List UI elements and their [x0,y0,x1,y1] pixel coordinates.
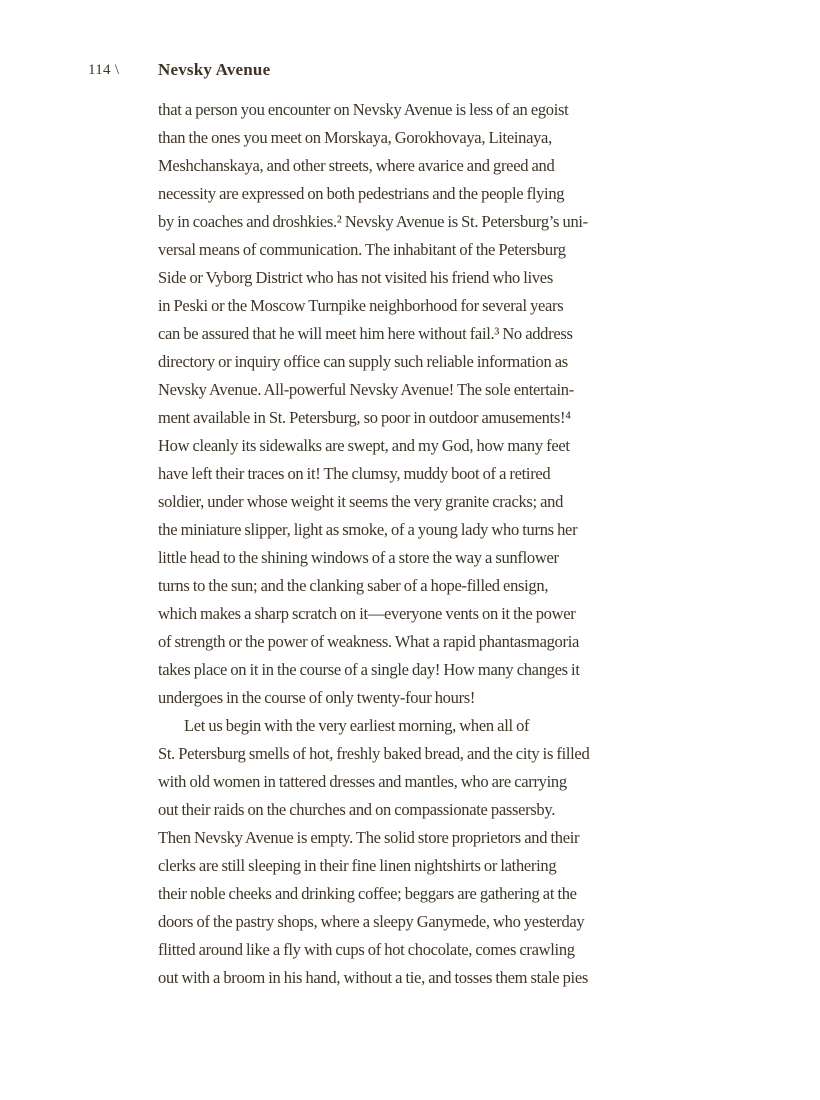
page-number-separator: \ [110,62,120,78]
text-line: can be assured that he will meet him here without fail.³ No address [158,324,573,343]
text-line: little head to the shining windows of a store the way a sunflower [158,548,559,567]
text-line: out with a broom in his hand, without a tie, and tosses them stale pies [158,968,588,987]
text-line: Side or Vyborg District who has not visited his friend who lives [158,268,553,287]
text-line: Let us begin with the very earliest morning, when all of [184,716,530,735]
page-number-value: 114 [88,62,111,78]
text-line: which makes a sharp scratch on it—everyone vents on it the power [158,604,576,623]
text-line: soldier, under whose weight it seems the very granite cracks; and [158,492,564,511]
text-line: How cleanly its sidewalks are swept, and my God, how many feet [158,436,570,455]
text-line: with old women in tattered dresses and mantles, who are carrying [158,772,567,791]
text-line: flitted around like a fly with cups of hot chocolate, comes crawling [158,940,575,959]
text-line: have left their traces on it! The clumsy, muddy boot of a retired [158,464,551,483]
text-line: by in coaches and droshkies.² Nevsky Avenue is St. Petersburg’s uni- [158,212,588,231]
running-head [0,58,820,82]
text-line: the miniature slipper, light as smoke, of a young lady who turns her [158,520,578,539]
text-line: that a person you encounter on Nevsky Avenue is less of an egoist [158,100,569,119]
text-line: in Peski or the Moscow Turnpike neighborhood for several years [158,296,564,315]
text-line: versal means of communication. The inhabitant of the Petersburg [158,240,566,259]
text-line: Nevsky Avenue. All-powerful Nevsky Avenue! The sole entertain- [158,380,574,399]
text-line: directory or inquiry office can supply such reliable information as [158,352,568,371]
text-line: their noble cheeks and drinking coffee; beggars are gathering at the [158,884,577,903]
text-line: undergoes in the course of only twenty-four hours! [158,688,476,707]
text-line: St. Petersburg smells of hot, freshly baked bread, and the city is filled [158,744,590,763]
page-body [158,96,660,992]
text-line: of strength or the power of weakness. What a rapid phantasmagoria [158,632,580,651]
text-line: than the ones you meet on Morskaya, Gorokhovaya, Liteinaya, [158,128,552,147]
text-line: turns to the sun; and the clanking saber of a hope-filled ensign, [158,576,549,595]
text-line: takes place on it in the course of a single day! How many changes it [158,660,580,679]
text-line: ment available in St. Petersburg, so poor in outdoor amusements!⁴ [158,408,571,427]
running-title: Nevsky Avenue [158,60,271,79]
text-line: necessity are expressed on both pedestrians and the people flying [158,184,565,203]
text-line: Then Nevsky Avenue is empty. The solid store proprietors and their [158,828,580,847]
text-line: doors of the pastry shops, where a sleepy Ganymede, who yesterday [158,912,585,931]
text-line: clerks are still sleeping in their fine linen nightshirts or lathering [158,856,557,875]
page-number [88,58,119,82]
text-line: out their raids on the churches and on compassionate passersby. [158,800,556,819]
text-line: Meshchanskaya, and other streets, where avarice and greed and [158,156,555,175]
